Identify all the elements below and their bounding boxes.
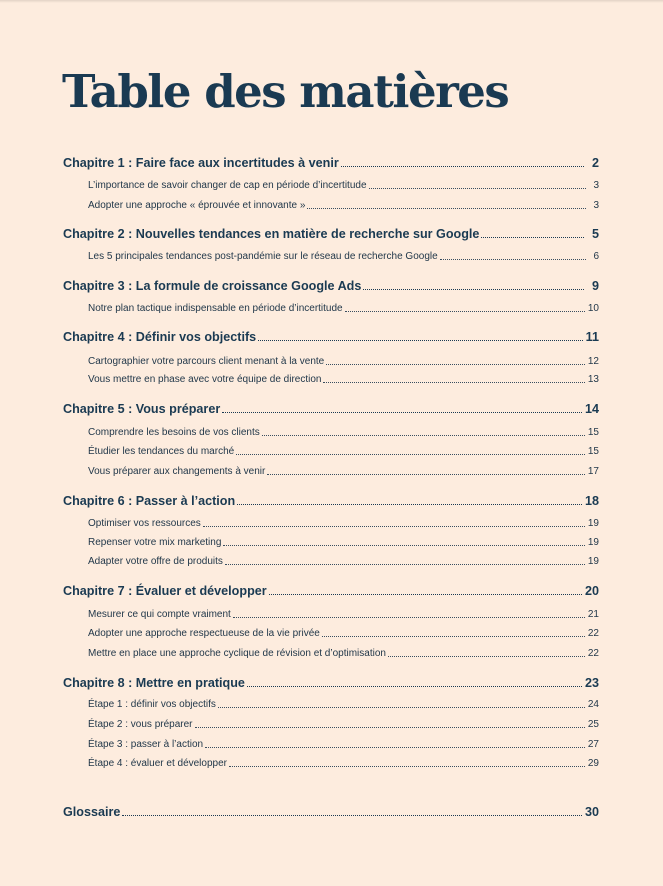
dot-leader <box>326 363 585 365</box>
dot-leader <box>322 635 585 637</box>
dot-leader <box>247 685 582 687</box>
chapter-title: Chapitre 7 : Évaluer et développer <box>63 584 267 598</box>
dot-leader <box>233 616 585 618</box>
page-number: 17 <box>587 466 599 477</box>
page-number: 30 <box>584 805 599 819</box>
toc-section[interactable] <box>88 374 599 385</box>
toc-section[interactable] <box>88 628 599 639</box>
toc-section[interactable] <box>88 427 599 438</box>
dot-leader <box>205 746 585 748</box>
toc-section[interactable] <box>88 446 599 457</box>
section-title: Vous préparer aux changements à venir <box>88 466 266 477</box>
section-title: Étape 4 : évaluer et développer <box>88 758 227 769</box>
dot-leader <box>258 339 583 341</box>
dot-leader <box>369 187 586 189</box>
section-title: Mettre en place une approche cyclique de révision et d’optimisation <box>88 648 386 659</box>
dot-leader <box>388 655 585 657</box>
page-number: 5 <box>591 227 599 241</box>
toc-section[interactable] <box>88 303 599 314</box>
section-title: Optimiser vos ressources <box>88 518 201 529</box>
section-title: Repenser votre mix marketing <box>88 537 222 548</box>
toc-section[interactable] <box>88 180 599 191</box>
glossary-title: Glossaire <box>63 805 121 819</box>
chapter-title: Chapitre 6 : Passer à l’action <box>63 494 236 508</box>
chapter-title: Chapitre 8 : Mettre en pratique <box>63 676 245 690</box>
page-number: 20 <box>584 584 599 598</box>
dot-leader <box>237 503 582 505</box>
dot-leader <box>195 726 585 728</box>
page-number: 11 <box>585 330 599 344</box>
page-number: 3 <box>593 200 599 211</box>
page-number: 15 <box>587 427 599 438</box>
toc-chapter-6[interactable] <box>63 494 599 508</box>
toc-section[interactable] <box>88 719 599 730</box>
dot-leader <box>363 288 584 290</box>
dot-leader <box>218 706 585 708</box>
page-number: 19 <box>587 556 599 567</box>
toc-section[interactable] <box>88 356 599 367</box>
page-number: 27 <box>587 739 599 750</box>
dot-leader <box>267 473 585 475</box>
toc-section[interactable] <box>88 200 599 211</box>
page-number: 9 <box>591 279 599 293</box>
toc-chapter-7[interactable] <box>63 584 599 598</box>
page-number: 23 <box>584 676 599 690</box>
page-number: 24 <box>587 699 599 710</box>
page-number: 25 <box>587 719 599 730</box>
chapter-title: Chapitre 2 : Nouvelles tendances en matière de recherche sur Google <box>63 227 480 241</box>
dot-leader <box>122 814 582 816</box>
section-title: Vous mettre en phase avec votre équipe de direction <box>88 374 322 385</box>
page-number: 29 <box>587 758 599 769</box>
section-title: Notre plan tactique indispensable en période d’incertitude <box>88 303 343 314</box>
dot-leader <box>262 434 585 436</box>
page-number: 14 <box>584 402 599 416</box>
section-title: Étape 2 : vous préparer <box>88 719 193 730</box>
toc-chapter-4[interactable] <box>63 330 599 344</box>
page-number: 6 <box>593 251 599 262</box>
page-title: Table des matières <box>62 65 509 118</box>
page-number: 21 <box>587 609 599 620</box>
page-number: 22 <box>587 648 599 659</box>
section-title: Étape 1 : définir vos objectifs <box>88 699 216 710</box>
section-title: Cartographier votre parcours client menant à la vente <box>88 356 325 367</box>
toc-chapter-3[interactable] <box>63 279 599 293</box>
toc-section[interactable] <box>88 739 599 750</box>
toc-chapter-8[interactable] <box>63 676 599 690</box>
toc-section[interactable] <box>88 648 599 659</box>
page-number: 22 <box>587 628 599 639</box>
dot-leader <box>269 593 582 595</box>
dot-leader <box>341 165 584 167</box>
page-number: 12 <box>587 356 599 367</box>
toc-chapter-5[interactable] <box>63 402 599 416</box>
dot-leader <box>440 258 586 260</box>
page-number: 3 <box>593 180 599 191</box>
chapter-title: Chapitre 1 : Faire face aux incertitudes à venir <box>63 156 339 170</box>
section-title: Les 5 principales tendances post-pandémie sur le réseau de recherche Google <box>88 251 438 262</box>
page-number: 19 <box>587 537 599 548</box>
dot-leader <box>229 765 585 767</box>
section-title: Mesurer ce qui compte vraiment <box>88 609 231 620</box>
dot-leader <box>307 207 586 209</box>
dot-leader <box>345 310 585 312</box>
toc-section[interactable] <box>88 251 599 262</box>
toc-glossary[interactable] <box>63 805 599 819</box>
section-title: Adapter votre offre de produits <box>88 556 223 567</box>
page-number: 2 <box>591 156 599 170</box>
dot-leader <box>323 381 584 383</box>
dot-leader <box>225 563 585 565</box>
section-title: Adopter une approche respectueuse de la vie privée <box>88 628 320 639</box>
toc-section[interactable] <box>88 556 599 567</box>
dot-leader <box>203 525 585 527</box>
section-title: Étape 3 : passer à l’action <box>88 739 204 750</box>
dot-leader <box>236 453 585 455</box>
chapter-title: Chapitre 5 : Vous préparer <box>63 402 221 416</box>
toc-section[interactable] <box>88 699 599 710</box>
page-number: 15 <box>587 446 599 457</box>
chapter-title: Chapitre 3 : La formule de croissance Google Ads <box>63 279 362 293</box>
dot-leader <box>481 236 584 238</box>
page-number: 18 <box>584 494 599 508</box>
toc-section[interactable] <box>88 537 599 548</box>
toc-chapter-2[interactable] <box>63 227 599 241</box>
dot-leader <box>223 544 584 546</box>
page-number: 10 <box>587 303 599 314</box>
section-title: Étudier les tendances du marché <box>88 446 235 457</box>
dot-leader <box>222 411 582 413</box>
toc-chapter-1[interactable] <box>63 156 599 170</box>
chapter-title: Chapitre 4 : Définir vos objectifs <box>63 330 257 344</box>
section-title: Adopter une approche « éprouvée et innovante » <box>88 200 306 211</box>
section-title: L’importance de savoir changer de cap en période d’incertitude <box>88 180 367 191</box>
toc-section[interactable] <box>88 609 599 620</box>
page-number: 19 <box>587 518 599 529</box>
toc-section[interactable] <box>88 758 599 769</box>
toc-section[interactable] <box>88 466 599 477</box>
page-number: 13 <box>587 374 599 385</box>
section-title: Comprendre les besoins de vos clients <box>88 427 260 438</box>
toc-section[interactable] <box>88 518 599 529</box>
